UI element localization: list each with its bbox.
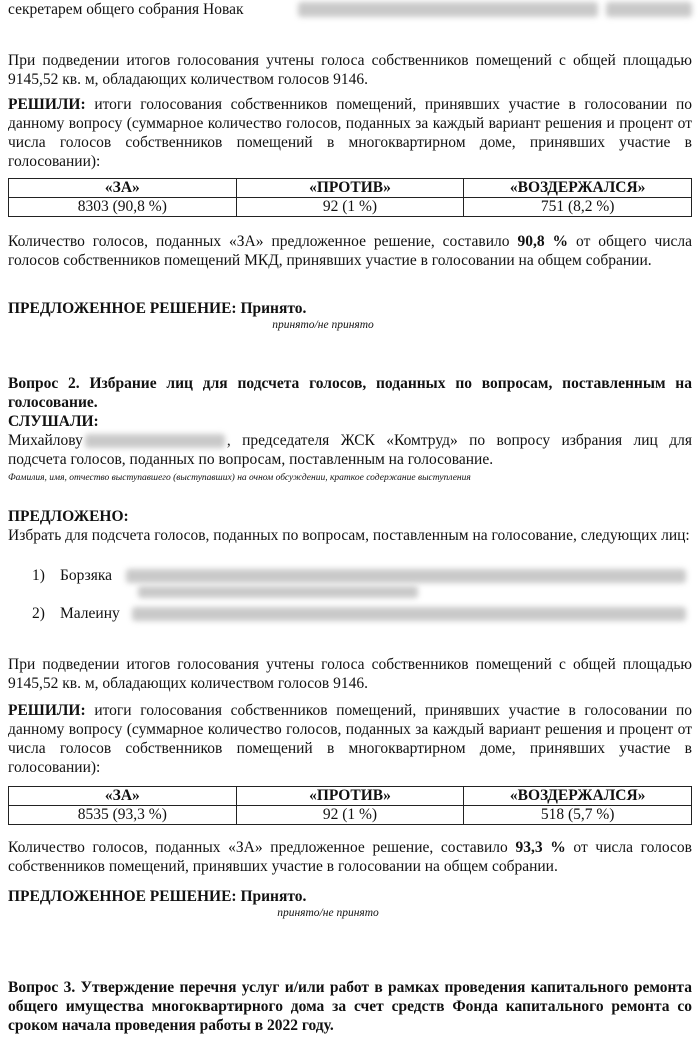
q2-title: Вопрос 2. Избрание лиц для подсчета голосов, поданных по вопросам, поставленным на голосование.: [8, 375, 692, 411]
q1-decided-text: итоги голосования собственников помещений, принявших участие в голосовании по данному вопросу (суммарное количество голосов, поданных за каждый вариант решения и процент от числа голосов собственников помещений в многоквартирном доме, принявших участие в голосовании):: [8, 96, 693, 170]
q2-speaker-name: Михайлову: [8, 432, 83, 449]
q2-result-pct: 93,3 %: [515, 839, 566, 856]
table-row: [9, 198, 692, 217]
list-item-number: 1): [32, 567, 45, 584]
q2-result: [8, 838, 692, 876]
q1-proposed-decision: ПРЕДЛОЖЕННОЕ РЕШЕНИЕ: Принято.: [8, 300, 307, 317]
q2-speaker: [8, 431, 692, 471]
list-item: [8, 565, 692, 587]
q1-summary: При подведении итогов голосования учтены голоса собственников помещений с общей площадью 9145,52 кв. м, обладающих количеством голосов 9146.: [8, 52, 692, 88]
table-header-abstain: «ВОЗДЕРЖАЛСЯ»: [464, 787, 692, 806]
table-cell-abstain: 518 (5,7 %): [464, 806, 692, 825]
q1-result: [8, 232, 692, 270]
q2-summary: При подведении итогов голосования учтены голоса собственников помещений с общей площадью 9145,52 кв. м, обладающих количеством голосов 9146.: [8, 656, 692, 692]
q2-offered-text: Избрать для подсчета голосов, поданных по вопросам, поставленным на голосование, следующих лиц:: [8, 527, 690, 544]
table-row: [9, 179, 692, 198]
q1-decided: [8, 95, 692, 171]
table-header-for: «ЗА»: [9, 787, 237, 806]
q3-title: Вопрос 3. Утверждение перечня услуг и/или работ в рамках проведения капитального ремонта общего имущества многоквартирного дома за счет средств Фонда капитального ремонта со сроком начала проведения работы в 2022 году.: [8, 979, 692, 1034]
q2-speaker-note: Фамилия, имя, отчество выступавшего (выступавших) на очном обсуждении, краткое содержание выступления: [8, 473, 471, 483]
redacted-name: [85, 434, 225, 448]
q2-heard-label: СЛУШАЛИ:: [8, 413, 99, 430]
q2-proposed-decision: ПРЕДЛОЖЕННОЕ РЕШЕНИЕ: Принято.: [8, 888, 307, 905]
table-cell-for: 8535 (93,3 %): [9, 806, 237, 825]
q1-result-pre: Количество голосов, поданных «ЗА» предложенное решение, составило: [8, 233, 510, 250]
table-cell-abstain: 751 (8,2 %): [464, 198, 692, 217]
q2-offered-label: ПРЕДЛОЖЕНО:: [8, 508, 129, 525]
q1-results-table: [8, 178, 692, 217]
table-header-abstain: «ВОЗДЕРЖАЛСЯ»: [464, 179, 692, 198]
redacted-name: [298, 2, 598, 17]
table-header-for: «ЗА»: [9, 179, 237, 198]
q1-proposed-note: принято/не принято: [272, 319, 374, 331]
table-cell-against: 92 (1 %): [236, 198, 464, 217]
q2-proposed-note: принято/не принято: [277, 907, 379, 919]
q2-speaker-text: , председателя ЖСК «Комтруд» по вопросу избрания лиц для подсчета голосов, поданных по вопросам, поставленным на голосование.: [8, 432, 692, 468]
q2-decided-label: РЕШИЛИ:: [8, 702, 86, 719]
q1-result-pct: 90,8 %: [517, 233, 569, 250]
secretary-line: секретарем общего собрания Новак: [8, 1, 244, 18]
table-row: [9, 787, 692, 806]
q2-result-pre: Количество голосов, поданных «ЗА» предложенное решение, составило: [8, 839, 508, 856]
q2-results-table: [8, 786, 692, 825]
q1-decided-label: РЕШИЛИ:: [8, 96, 86, 113]
table-row: [9, 806, 692, 825]
q1-result-post: от общего числа голосов собственников помещений МКД, принявших участие в голосовании на общем собрании.: [8, 233, 693, 269]
list-item-number: 2): [32, 605, 45, 622]
candidate-name: Борзяка: [60, 567, 113, 584]
list-item: [8, 603, 692, 625]
q2-result-post: от числа голосов собственников помещений, принявших участие в голосовании на общем собрании.: [8, 839, 692, 875]
candidate-name: Малеину: [60, 605, 120, 622]
redacted-name: [138, 586, 418, 598]
table-header-against: «ПРОТИВ»: [236, 179, 464, 198]
table-cell-against: 92 (1 %): [236, 806, 464, 825]
q2-decided: [8, 701, 692, 777]
redacted-name: [132, 607, 686, 621]
redacted-name: [126, 569, 686, 583]
redacted-name: [606, 2, 692, 17]
table-cell-for: 8303 (90,8 %): [9, 198, 237, 217]
table-header-against: «ПРОТИВ»: [236, 787, 464, 806]
q2-decided-text: итоги голосования собственников помещений, принявших участие в голосовании по данному вопросу (суммарное количество голосов, поданных за каждый вариант решения и процент от числа голосов собственников помещений в многоквартирном доме, принявших участие в голосовании):: [8, 702, 693, 776]
